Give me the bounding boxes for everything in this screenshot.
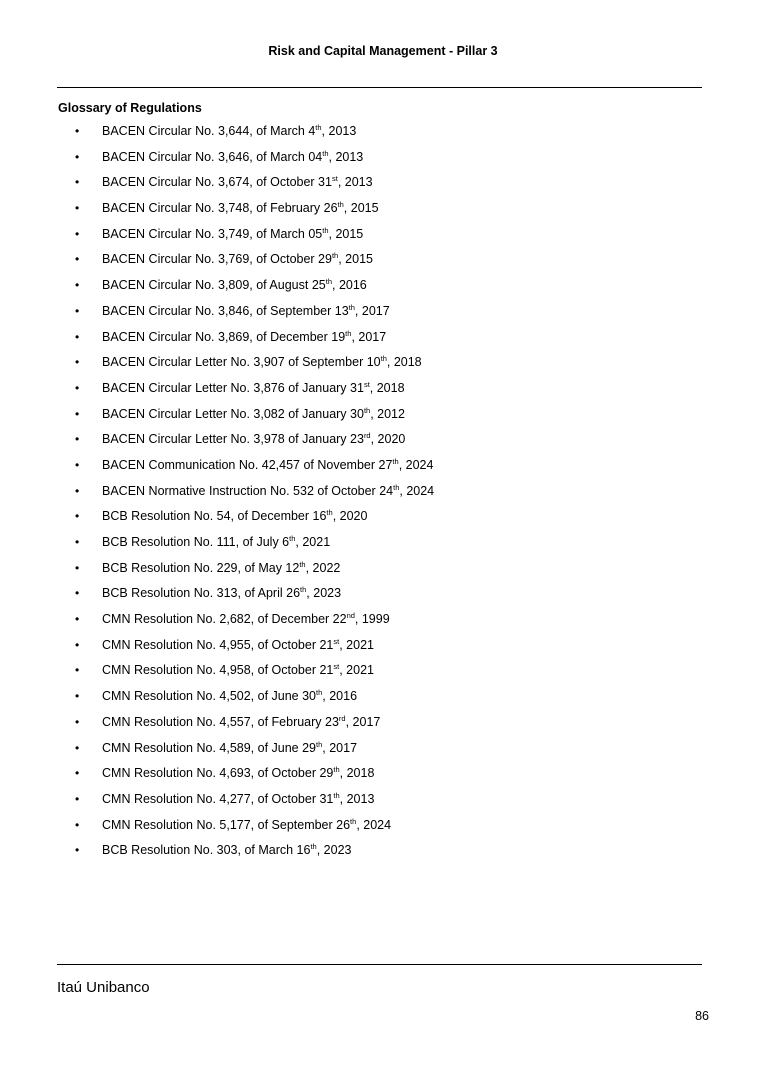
regulation-year: , 2024 (399, 483, 435, 498)
regulation-text-main: BCB Resolution No. 229, of May 12 (102, 560, 300, 575)
regulation-year: , 2015 (328, 226, 364, 241)
regulation-year: , 2021 (339, 663, 374, 678)
ordinal-suffix: th (333, 790, 340, 800)
bullet-icon: • (75, 406, 80, 421)
page-number: 86 (695, 1009, 709, 1023)
regulation-year: , 2017 (351, 329, 387, 344)
regulation-text (102, 200, 379, 217)
regulation-year: , 2018 (339, 766, 375, 781)
ordinal-suffix: nd (346, 611, 355, 621)
bullet-icon: • (75, 303, 80, 318)
ordinal-suffix: st (331, 174, 338, 184)
regulation-text-main: BCB Resolution No. 303, of March 16 (102, 843, 311, 858)
regulation-text (102, 534, 330, 551)
ordinal-suffix: rd (363, 431, 371, 441)
regulation-year: , 2020 (370, 432, 406, 447)
bullet-icon: • (75, 740, 80, 755)
regulation-text-main: BACEN Circular No. 3,674, of October 31 (102, 175, 332, 190)
ordinal-suffix: th (380, 354, 387, 364)
regulation-year: , 2021 (295, 535, 331, 549)
regulation-year: , 2013 (321, 124, 357, 138)
regulation-year: , 2015 (343, 201, 379, 216)
regulation-text-main: BACEN Circular No. 3,869, of December 19 (102, 329, 346, 344)
regulation-year: , 2015 (338, 252, 373, 267)
regulation-text-main: CMN Resolution No. 4,589, of June 29 (102, 740, 317, 755)
regulation-year: , 2024 (356, 817, 392, 832)
regulation-year: , 2017 (354, 303, 390, 318)
ordinal-suffix: th (333, 765, 340, 775)
regulation-text (102, 406, 405, 423)
ordinal-suffix: st (363, 379, 370, 389)
ordinal-suffix: th (322, 148, 329, 158)
regulation-text-main: BACEN Circular No. 3,748, of February 26 (102, 201, 338, 216)
bullet-icon: • (75, 278, 80, 293)
regulation-text (102, 637, 374, 654)
regulation-text (102, 457, 433, 474)
regulation-year: , 2023 (306, 586, 342, 601)
bullet-icon: • (75, 663, 80, 678)
bullet-icon: • (75, 535, 80, 549)
regulation-year: , 2022 (305, 560, 341, 575)
regulation-text-main: BACEN Circular No. 3,769, of October 29 (102, 252, 332, 267)
bullet-icon: • (75, 817, 80, 832)
bullet-icon: • (75, 149, 80, 164)
regulation-text-main: BACEN Circular Letter No. 3,876 of January 31 (102, 380, 364, 395)
regulation-text (102, 740, 357, 757)
regulation-year: , 2012 (370, 406, 405, 421)
regulation-text (102, 123, 356, 140)
bullet-icon: • (75, 329, 80, 344)
regulation-year: , 2016 (322, 689, 358, 704)
ordinal-suffix: th (393, 482, 400, 492)
regulation-text-main: CMN Resolution No. 4,277, of October 31 (102, 791, 334, 806)
regulation-text-main: CMN Resolution No. 4,502, of June 30 (102, 689, 317, 704)
regulation-text (102, 611, 390, 628)
regulation-text-main: BACEN Normative Instruction No. 532 of October 24 (102, 483, 394, 498)
regulation-text-main: BCB Resolution No. 313, of April 26 (102, 586, 301, 601)
header-divider (57, 87, 702, 88)
regulation-text-main: BACEN Circular Letter No. 3,907 of September 10 (102, 355, 381, 370)
regulation-text-main: CMN Resolution No. 4,958, of October 21 (102, 663, 334, 678)
regulation-year: , 2017 (345, 714, 381, 729)
regulation-text (102, 380, 405, 397)
regulation-year: , 2013 (339, 791, 375, 806)
page-header-title: Risk and Capital Management - Pillar 3 (268, 44, 498, 58)
bullet-icon: • (75, 586, 80, 601)
regulation-text (102, 842, 351, 859)
bullet-icon: • (75, 457, 80, 472)
ordinal-suffix: st (333, 662, 340, 672)
bullet-icon: • (75, 432, 80, 447)
regulation-text-main: BACEN Circular No. 3,809, of August 25 (102, 278, 326, 293)
regulation-text-main: BACEN Circular No. 3,644, of March 4 (102, 124, 316, 138)
regulation-text-main: BACEN Circular No. 3,646, of March 04 (102, 149, 323, 164)
regulation-year: , 2017 (322, 740, 358, 755)
regulation-text (102, 765, 374, 782)
regulation-text-main: CMN Resolution No. 4,693, of October 29 (102, 766, 334, 781)
regulation-text (102, 662, 374, 679)
regulation-text (102, 714, 380, 731)
regulation-text-main: BACEN Communication No. 42,457 of November 27 (102, 457, 393, 472)
regulation-year: , 2024 (398, 457, 434, 472)
regulation-text-main: BACEN Circular No. 3,846, of September 13 (102, 303, 349, 318)
ordinal-suffix: th (299, 559, 306, 569)
regulation-text (102, 354, 422, 371)
footer-company-name: Itaú Unibanco (57, 979, 150, 996)
regulation-year: , 2018 (369, 380, 405, 395)
regulation-text (102, 560, 340, 577)
regulation-year: , 2023 (316, 843, 352, 858)
regulation-text-main: BCB Resolution No. 54, of December 16 (102, 509, 327, 524)
bullet-icon: • (75, 689, 80, 704)
regulation-year: , 2016 (332, 278, 367, 293)
ordinal-suffix: th (316, 688, 323, 698)
ordinal-suffix: th (310, 842, 317, 852)
regulation-text (102, 149, 363, 166)
footer-divider (57, 964, 702, 965)
ordinal-suffix: th (350, 816, 357, 826)
regulation-text-main: BACEN Circular Letter No. 3,978 of January 23 (102, 432, 364, 447)
bullet-icon: • (75, 509, 80, 524)
regulation-text-main: BACEN Circular Letter No. 3,082 of January 30 (102, 406, 364, 421)
bullet-icon: • (75, 637, 80, 652)
ordinal-suffix: th (345, 328, 352, 338)
bullet-icon: • (75, 612, 80, 627)
bullet-icon: • (75, 226, 80, 241)
regulation-text (102, 329, 386, 346)
regulation-text (102, 817, 391, 834)
regulation-text-main: CMN Resolution No. 4,955, of October 21 (102, 637, 334, 652)
regulation-year: , 1999 (354, 612, 390, 627)
ordinal-suffix: th (337, 200, 344, 210)
bullet-icon: • (75, 560, 80, 575)
ordinal-suffix: th (325, 277, 332, 287)
ordinal-suffix: th (315, 123, 322, 132)
regulation-text (102, 251, 373, 268)
ordinal-suffix: th (348, 302, 355, 312)
regulation-text (102, 174, 373, 191)
ordinal-suffix: th (316, 739, 323, 749)
regulation-text-main: CMN Resolution No. 5,177, of September 26 (102, 817, 351, 832)
regulation-text (102, 226, 363, 243)
regulation-year: , 2018 (386, 355, 422, 370)
regulation-year: , 2013 (337, 175, 373, 190)
bullet-icon: • (75, 791, 80, 806)
bullet-icon: • (75, 380, 80, 395)
bullet-icon: • (75, 355, 80, 370)
regulation-year: , 2020 (332, 509, 368, 524)
ordinal-suffix: th (363, 405, 371, 415)
regulation-text-main: CMN Resolution No. 2,682, of December 22 (102, 612, 347, 627)
ordinal-suffix: th (300, 585, 307, 595)
section-title: Glossary of Regulations (58, 101, 202, 115)
bullet-icon: • (75, 843, 80, 858)
ordinal-suffix: st (333, 636, 340, 646)
bullet-icon: • (75, 714, 80, 729)
ordinal-suffix: th (326, 508, 333, 518)
bullet-icon: • (75, 201, 80, 216)
regulation-text (102, 277, 367, 294)
ordinal-suffix: th (322, 225, 329, 235)
regulation-text (102, 688, 357, 705)
regulation-year: , 2021 (339, 637, 374, 652)
regulation-text-main: BCB Resolution No. 111, of July 6 (102, 535, 290, 549)
regulation-year: , 2013 (328, 149, 364, 164)
bullet-icon: • (75, 124, 80, 138)
bullet-icon: • (75, 766, 80, 781)
regulation-text (102, 431, 405, 448)
bullet-icon: • (75, 175, 80, 190)
ordinal-suffix: th (392, 456, 399, 466)
regulation-text-main: CMN Resolution No. 4,557, of February 23 (102, 714, 339, 729)
regulation-text (102, 508, 367, 525)
regulation-text (102, 791, 374, 808)
regulation-text (102, 585, 341, 602)
regulation-text (102, 303, 390, 320)
bullet-icon: • (75, 483, 80, 498)
regulation-text-main: BACEN Circular No. 3,749, of March 05 (102, 226, 323, 241)
bullet-icon: • (75, 252, 80, 267)
ordinal-suffix: th (331, 251, 339, 261)
ordinal-suffix: rd (338, 713, 346, 723)
regulation-text (102, 483, 434, 500)
ordinal-suffix: th (289, 534, 296, 543)
